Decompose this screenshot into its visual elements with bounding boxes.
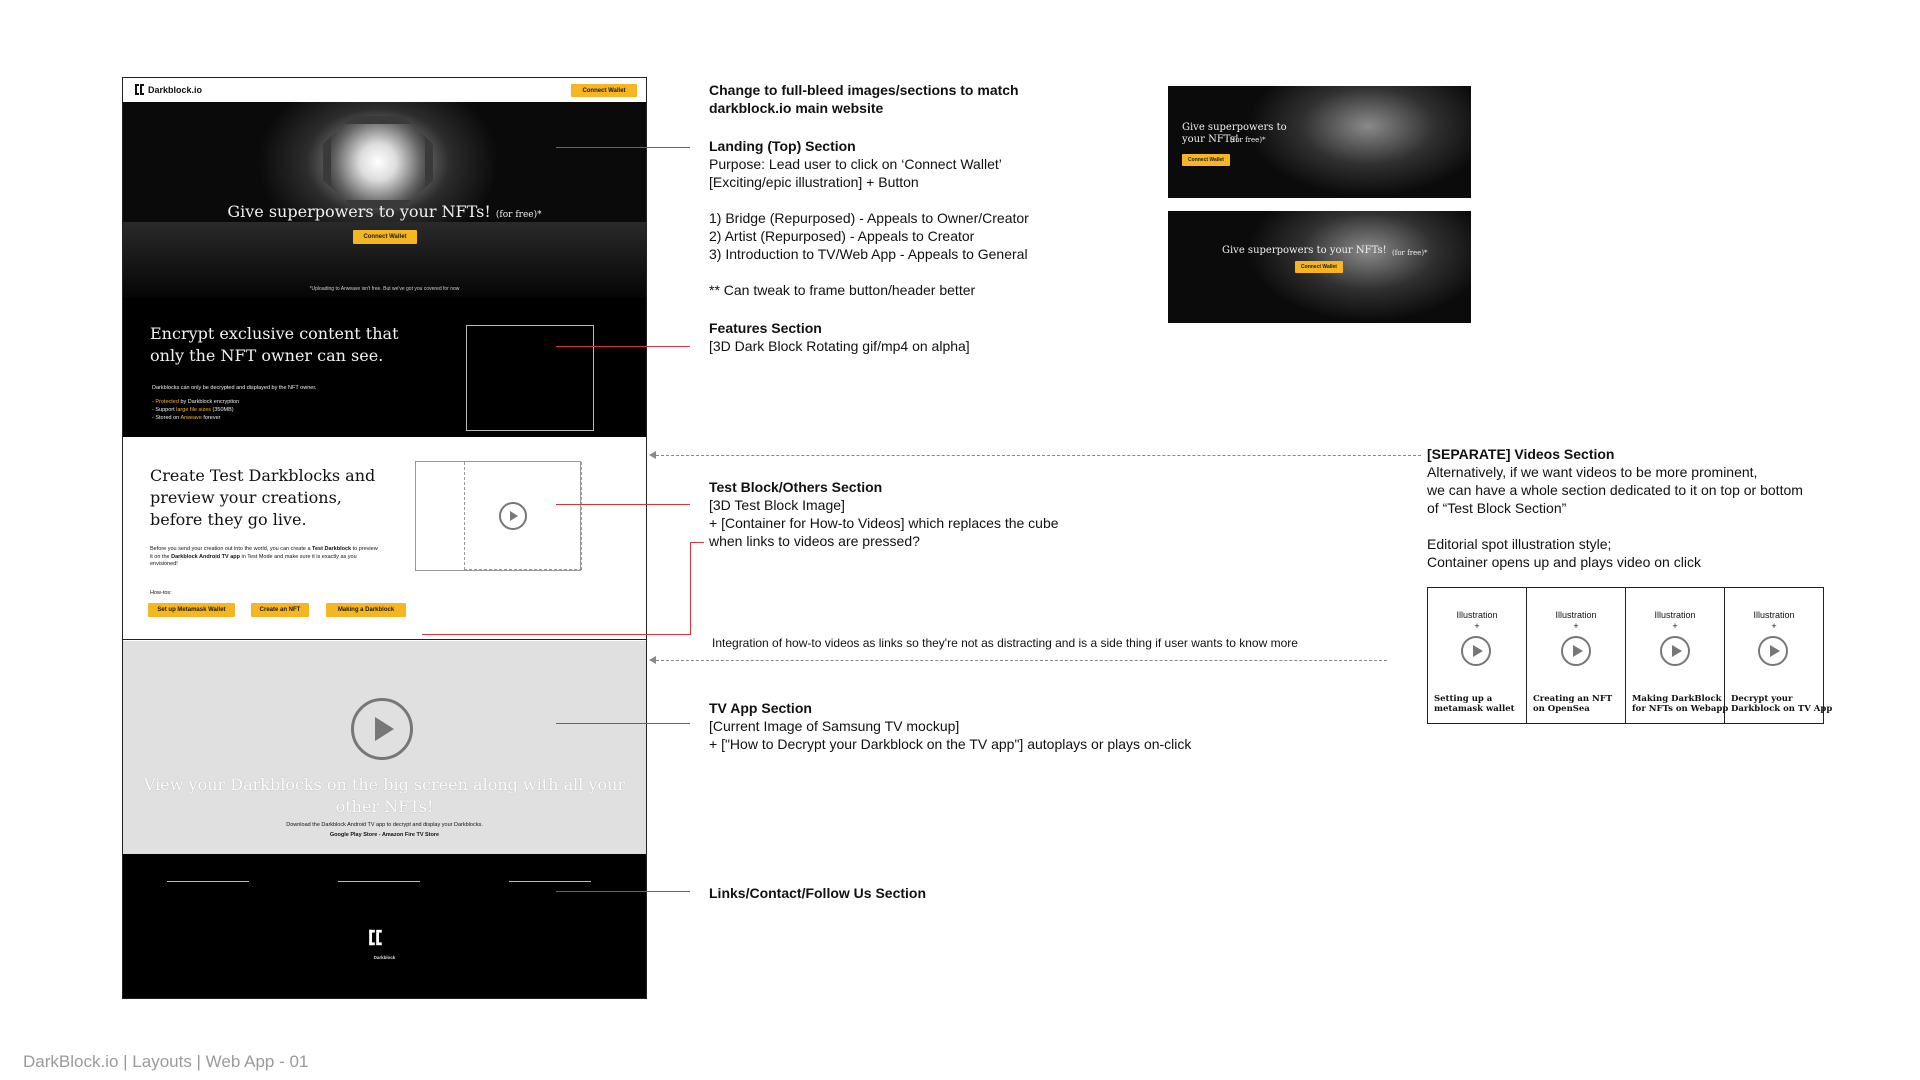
- video-caption: Decrypt your Darkblock on TV App: [1731, 694, 1833, 714]
- integration-note: Integration of how-to videos as links so they're not as distracting and is a side thing if user wants to know more: [712, 636, 1298, 650]
- plus-label: +: [1573, 621, 1579, 631]
- separate-videos-grid: [1427, 587, 1833, 724]
- features-description: Darkblocks can only be decrypted and displayed by the NFT owner.: [152, 385, 317, 391]
- thumbnail-connect-button[interactable]: Connect Wallet: [1182, 154, 1230, 166]
- tv-store-links[interactable]: Google Play Store - Amazon Fire TV Store: [329, 832, 440, 838]
- video-card[interactable]: [1428, 588, 1527, 723]
- play-triangle-icon: [1573, 645, 1583, 657]
- howto-connector-vertical: [690, 542, 691, 635]
- separate-annotation-title: [SEPARATE] Videos Section: [1427, 446, 1615, 462]
- tv-connector-line: [556, 723, 690, 724]
- landing-section: [123, 102, 646, 298]
- separate-bottom-dashed-line: [656, 660, 1387, 661]
- hero-title: Give superpowers to your NFTs! (for free)*: [227, 202, 542, 221]
- test-block-section: [123, 437, 646, 640]
- rotating-block-placeholder: [466, 325, 594, 431]
- illustration-label: Illustration: [1555, 610, 1597, 620]
- illustration-label: Illustration: [1456, 610, 1498, 620]
- test-title: Create Test Darkblocks and preview your creations, before they go live.: [150, 466, 376, 529]
- arrow-left-icon: [649, 451, 656, 459]
- hero-title-suffix: (for free)*: [495, 210, 542, 220]
- features-annotation-title: Features Section: [709, 320, 822, 336]
- tv-title: View your Darkblocks on the big screen along with all your other NFTs!: [143, 775, 626, 816]
- landing-annotation-title: Landing (Top) Section: [709, 138, 856, 154]
- webapp-wireframe: [122, 77, 647, 999]
- hero-footnote: *Uploading to Arweave isn't free. But we've got you covered for now: [309, 286, 460, 292]
- page-footer-title: DarkBlock.io | Layouts | Web App - 01: [23, 1052, 309, 1071]
- features-bullet: - Protected by Darkblock encryption: [152, 399, 240, 405]
- plus-label: +: [1474, 621, 1480, 631]
- thumbnail-title-suffix: (for free)*: [1230, 136, 1266, 144]
- video-card[interactable]: [1725, 588, 1833, 723]
- play-triangle-icon: [1672, 645, 1682, 657]
- play-icon[interactable]: [1758, 636, 1788, 666]
- test-annotation-body: [3D Test Block Image] + [Container for How-to Videos] which replaces the cube when links to videos are pressed?: [709, 497, 1059, 549]
- tv-annotation-body: [Current Image of Samsung TV mockup] + ["How to Decrypt your Darkblock on the TV app"] autoplays or plays on-click: [709, 718, 1192, 752]
- play-icon[interactable]: [499, 502, 527, 530]
- howto-connector-stub: [690, 542, 704, 543]
- footer-logo-icon: [369, 930, 382, 945]
- play-icon[interactable]: [1660, 636, 1690, 666]
- features-connector-line: [556, 346, 690, 347]
- hero-variant-thumbnail: [1168, 211, 1471, 323]
- thumbnail-title: Give superpowers to your NFTs!: [1222, 245, 1387, 256]
- thumbnail-title: Give superpowers to your NFTs!: [1182, 122, 1287, 145]
- video-card[interactable]: [1527, 588, 1626, 723]
- darkblock-logo[interactable]: [135, 84, 202, 95]
- play-triangle-icon: [1473, 645, 1483, 657]
- links-connector-line: [556, 891, 690, 892]
- features-title: Encrypt exclusive content that only the NFT owner can see.: [150, 324, 399, 365]
- tv-app-section: [123, 641, 646, 854]
- arrow-left-icon: [649, 656, 656, 664]
- test-description: Before you send your creation out into the world, you can create a Test Darkblock to preview it on the Darkblock Android TV app in Test Mode and make sure it is exactly as you envisioned!: [150, 546, 378, 567]
- test-annotation-title: Test Block/Others Section: [709, 479, 883, 495]
- howto-making-darkblock-button[interactable]: Making a Darkblock: [326, 603, 406, 617]
- howto-label: How-tos:: [150, 590, 172, 596]
- play-triangle-icon: [510, 511, 518, 521]
- links-footer-section: [123, 854, 646, 999]
- wireframe-navbar: [123, 78, 646, 102]
- tv-annotation-title: TV App Section: [709, 700, 812, 716]
- tv-description: Download the Darkblock Android TV app to decrypt and display your Darkblocks.: [286, 822, 483, 828]
- test-connector-line: [556, 504, 690, 505]
- plus-label: +: [1672, 621, 1678, 631]
- footer-link-placeholder[interactable]: [338, 881, 420, 882]
- footer-link-placeholder[interactable]: [167, 881, 249, 882]
- hero-illustration: [323, 116, 433, 208]
- hero-variant-thumbnail: [1168, 86, 1471, 198]
- darkblock-logo-icon: [135, 84, 144, 95]
- footer-link-placeholder[interactable]: [509, 881, 591, 882]
- video-card[interactable]: [1626, 588, 1729, 723]
- landing-annotation-body: Purpose: Lead user to click on ‘Connect Wallet’ [Exciting/epic illustration] + Button 1) Bridge (Repurposed) - Appeals to Owner/Creator 2) Artist (Repurposed) - Appeals to Creator 3) Introduction to TV/Web App - Appeals to General ** Can tweak to frame button/header better: [709, 156, 1029, 298]
- connect-wallet-button[interactable]: Connect Wallet: [571, 84, 637, 97]
- hero-connect-wallet-button[interactable]: Connect Wallet: [353, 230, 417, 244]
- howto-connector-line: [422, 634, 690, 635]
- separate-top-dashed-line: [656, 455, 1421, 456]
- features-bullet: - Stored on Arweave forever: [152, 415, 221, 421]
- play-icon[interactable]: [1561, 636, 1591, 666]
- play-triangle-icon: [375, 717, 394, 741]
- top-note: Change to full-bleed images/sections to match darkblock.io main website: [709, 82, 1019, 116]
- footer-brand-name: Darkblock: [373, 955, 396, 960]
- features-section: [123, 298, 646, 437]
- features-bullet: - Support large file sizes (350MB): [152, 407, 234, 413]
- thumbnail-title-suffix: (for free)*: [1392, 249, 1428, 257]
- video-caption: Creating an NFT on OpenSea: [1533, 694, 1613, 714]
- landing-connector-line: [556, 147, 690, 148]
- howto-create-nft-button[interactable]: Create an NFT: [251, 603, 309, 617]
- links-annotation-title: Links/Contact/Follow Us Section: [709, 885, 927, 901]
- video-caption: Making DarkBlock for NFTs on Webapp: [1632, 694, 1729, 714]
- video-caption: Setting up a metamask wallet: [1434, 694, 1515, 714]
- separate-annotation-body: Alternatively, if we want videos to be more prominent, we can have a whole section dedicated to it on top or bottom of “Test Block Section” Editorial spot illustration style; Container opens up and plays video on click: [1427, 464, 1803, 570]
- thumbnail-connect-button[interactable]: Connect Wallet: [1295, 261, 1343, 273]
- illustration-label: Illustration: [1654, 610, 1696, 620]
- features-list: [152, 398, 239, 422]
- illustration-label: Illustration: [1753, 610, 1795, 620]
- play-icon[interactable]: [1461, 636, 1491, 666]
- features-annotation-body: [3D Dark Block Rotating gif/mp4 on alpha]: [709, 338, 970, 354]
- logo-text: Darkblock.io: [148, 84, 203, 95]
- tv-play-icon[interactable]: [351, 698, 413, 760]
- test-block-image-placeholder: [415, 461, 581, 571]
- plus-label: +: [1771, 621, 1777, 631]
- play-triangle-icon: [1770, 645, 1780, 657]
- howto-metamask-button[interactable]: Set up Metamask Wallet: [148, 603, 235, 617]
